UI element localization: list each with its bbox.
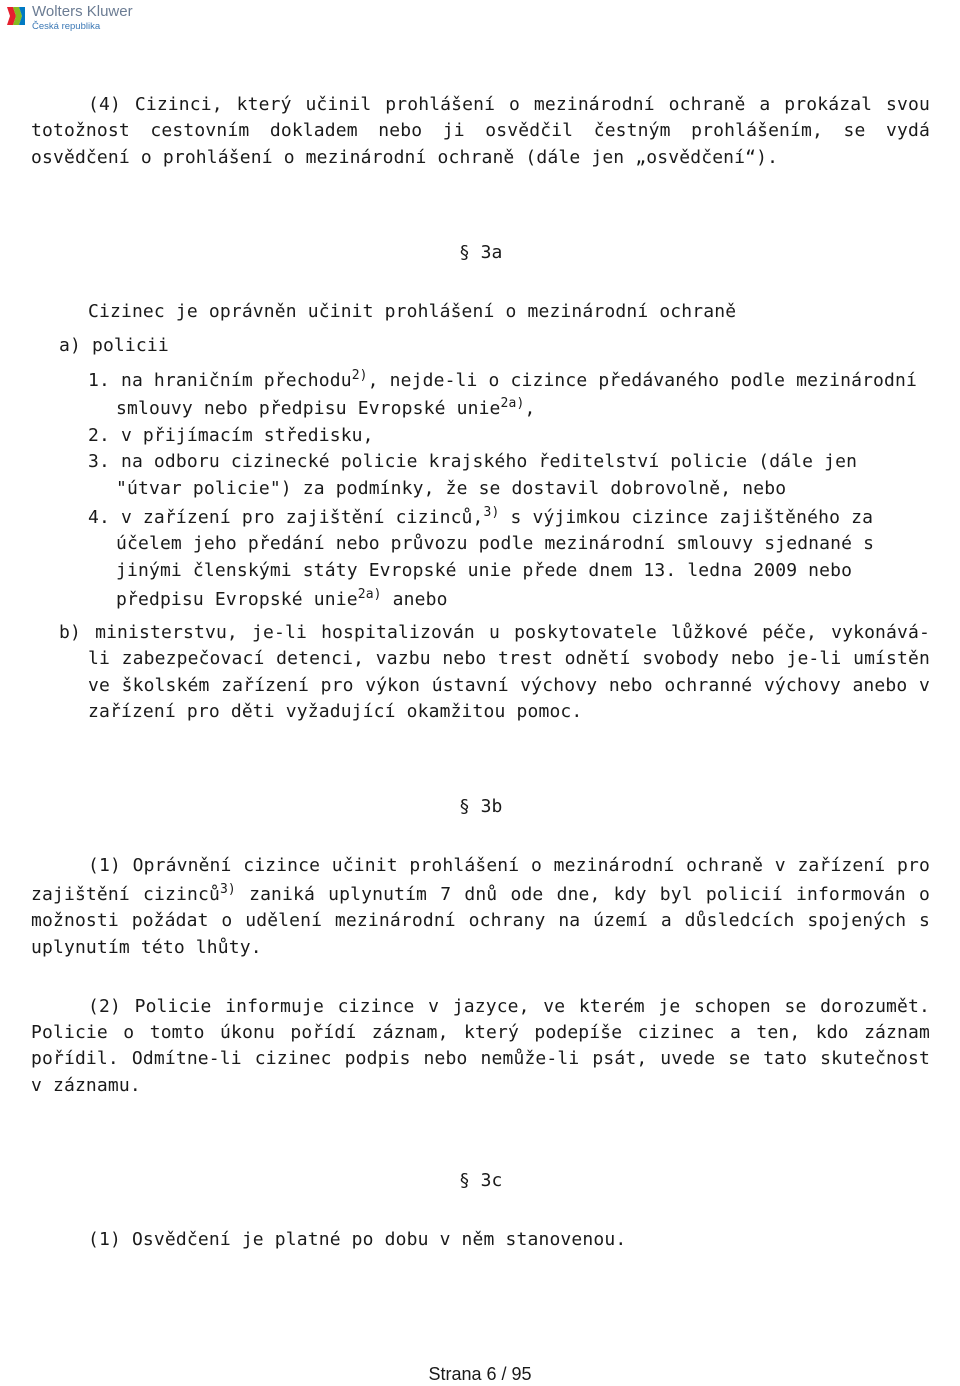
wolters-kluwer-logo — [4, 4, 133, 32]
section-3a-item-b-line1: b) ministerstvu, je-li hospitalizován u poskytovatele lůžkové péče, vykonává- — [59, 622, 930, 643]
section-3a-item-4-line1 — [88, 507, 873, 528]
section-3a-item-4-line2: účelem jeho předání nebo průvozu podle mezinárodní smlouvy sjednané s — [116, 533, 875, 554]
item-4-text: 4. v zařízení pro zajištění cizinců, — [88, 507, 484, 528]
section-3a-item-a: a) policii — [59, 335, 169, 356]
section-3a-item-2: 2. v přijímacím středisku, — [88, 425, 374, 446]
section-3a-item-3-line1: 3. na odboru cizinecké policie krajského ředitelství policie (dále jen — [88, 451, 858, 472]
section-3a-item-3-line2: "útvar policie") za podmínky, že se dostavil dobrovolně, nebo — [116, 478, 787, 499]
section-heading-3c: § 3c — [459, 1170, 503, 1191]
section-3a-item-b-line3: ve školském zařízení pro výkon ústavní výchovy nebo ochranné výchovy anebo v — [88, 675, 930, 696]
item-4-text-cont: s výjimkou cizince zajištěného za — [510, 507, 874, 528]
section-3a-item-4-line3: jinými členskými státy Evropské unie přede dnem 13. ledna 2009 nebo — [116, 560, 853, 581]
section-3b-p1-line1: (1) Oprávnění cizince učinit prohlášení o mezinárodní ochraně v zařízení pro — [88, 855, 930, 876]
page-number: Strana 6 / 95 — [428, 1364, 532, 1384]
section-3a-item-4-line4 — [116, 589, 448, 610]
para4-line1: (4) Cizinci, který učinil prohlášení o mezinárodní ochraně a prokázal svou — [88, 94, 930, 115]
section-3a-item-1-line1 — [88, 370, 917, 391]
logo-name: Wolters Kluwer — [32, 3, 133, 20]
section-3b-p1-line3: možnosti požádat o udělení mezinárodní ochrany na území a důsledcích spojených s — [31, 910, 930, 931]
item-4-text: předpisu Evropské unie — [116, 589, 358, 610]
section-3a-intro: Cizinec je oprávněn učinit prohlášení o mezinárodní ochraně — [88, 301, 737, 322]
item-4-text-cont: anebo — [392, 589, 448, 610]
footnote-ref: 3) — [219, 882, 236, 897]
para4-line3: osvědčení o prohlášení o mezinárodní ochraně (dále jen „osvědčení“). — [31, 147, 779, 168]
section-3b-p2-line2: Policie o tomto úkonu pořídí záznam, který podepíše cizinec a ten, kdo záznam — [31, 1022, 930, 1043]
item-1-text-cont: , nejde-li o cizince předávaného podle mezinárodní — [367, 370, 918, 391]
wolters-kluwer-logo-icon — [4, 4, 28, 28]
section-3b-p1-line2 — [31, 884, 930, 905]
section-3b-p2-line4: v záznamu. — [31, 1075, 141, 1096]
section-3c-p1: (1) Osvědčení je platné po dobu v něm stanovenou. — [88, 1229, 627, 1250]
section-3b-p1-line4: uplynutím této lhůty. — [31, 937, 262, 958]
p1-text: zajištění cizinců — [31, 884, 220, 905]
p1-text-cont: zaniká uplynutím 7 dnů ode dne, kdy byl policií informován o — [249, 884, 930, 905]
section-heading-3a: § 3a — [459, 242, 503, 263]
logo-subtitle: Česká republika — [32, 21, 101, 32]
item-1-text-cont: , — [524, 398, 536, 419]
section-3a-item-1-line2 — [116, 398, 535, 419]
section-3a-item-b-line4: zařízení pro děti vyžadující okamžitou pomoc. — [88, 701, 583, 722]
para4-line2: totožnost cestovním dokladem nebo ji osvědčil čestným prohlášením, se vydá — [31, 120, 930, 141]
section-3a-item-b-line2: li zabezpečovací detenci, vazbu nebo trest odnětí svobody nebo je-li umístěn — [88, 648, 930, 669]
footnote-ref: 2) — [351, 368, 368, 383]
section-3b-p2-line1: (2) Policie informuje cizince v jazyce, ve kterém je schopen se dorozumět. — [88, 996, 930, 1017]
footnote-ref: 2a) — [357, 587, 382, 602]
section-heading-3b: § 3b — [459, 796, 503, 817]
footnote-ref: 3) — [483, 505, 500, 520]
section-3b-p2-line3: pořídil. Odmítne-li cizinec podpis nebo nemůže-li psát, uvede se tato skutečnost — [31, 1048, 930, 1069]
item-1-text: smlouvy nebo předpisu Evropské unie — [116, 398, 501, 419]
item-1-text: 1. na hraničním přechodu — [88, 370, 352, 391]
footnote-ref: 2a) — [500, 396, 525, 411]
